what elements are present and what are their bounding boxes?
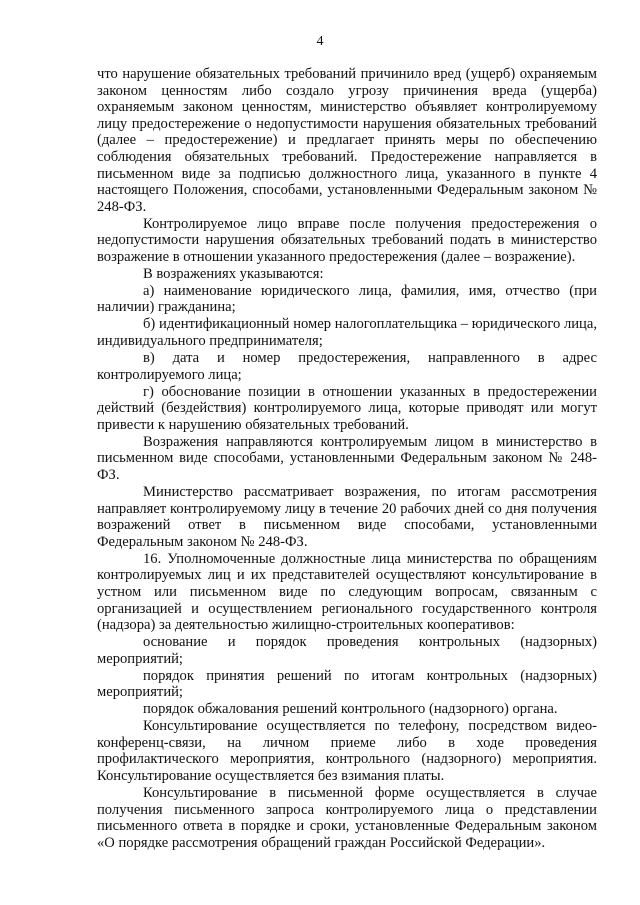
paragraph-section-16: 16. Уполномоченные должностные лица министерства по обращениям контролируемых лиц и их представителей осуществляют консультирование в устном или письменном виде по следующим вопросам, связанным с организацией и осуществлением регионального государственного контроля (надзора) за деятельностью жилищно-строительных кооперативов:: [97, 550, 597, 634]
consult-topic-1: основание и порядок проведения контрольных (надзорных) мероприятий;: [97, 634, 597, 667]
paragraph-ministry-review: Министерство рассматривает возражения, по итогам рассмотрения направляет контролируемому лицу в течение 20 рабочих дней со дня получения возражений ответ в письменном виде способами, установленными Федеральным законом № 248-ФЗ.: [97, 483, 597, 550]
document-body: [97, 66, 597, 852]
consult-topic-3: порядок обжалования решений контрольного (надзорного) органа.: [143, 701, 558, 718]
list-item-a: а) наименование юридического лица, фамилия, имя, отчество (при наличии) гражданина;: [97, 282, 597, 316]
consult-topic-2: порядок принятия решений по итогам контрольных (надзорных) мероприятий;: [97, 667, 597, 701]
paragraph-written-consult: Консультирование в письменной форме осуществляется в случае получения письменного запроса контролируемого лица о представлении письменного ответа в порядке и сроки, установленные Федеральным законом «О порядке рассмотрения обращений граждан Российской Федерации».: [97, 785, 597, 851]
paragraph-consult-methods: Консультирование осуществляется по телефону, посредством видео-конференц-связи, на личном приеме либо в ходе проведения профилактического мероприятия, контрольного (надзорного) мероприятия. Консультирование осуществляется без взимания платы.: [97, 718, 597, 785]
list-item-v: в) дата и номер предостережения, направленного в адрес контролируемого лица;: [97, 350, 597, 383]
list-item-g: г) обоснование позиции в отношении указанных в предостережении действий (бездействия) контролируемого лица, которые приводят или могут привести к нарушению обязательных требований.: [97, 383, 597, 433]
paragraph-objection-contents: В возражениях указываются:: [143, 265, 324, 282]
paragraph-intro-continuation: что нарушение обязательных требований причинило вред (ущерб) охраняемым законом ценностям либо создало угрозу причинения вреда (ущерба) охраняемым законом ценностям, министерство объявляет контролируемому лицу предостережение о недопустимости нарушения обязательных требований (далее – предостережение) и предлагает принять меры по обеспечению соблюдения обязательных требований. Предостережение направляется в письменном виде за подписью должностного лица, указанного в пункте 4 настоящего Положения, способами, установленными Федеральным законом № 248-ФЗ.: [97, 66, 597, 215]
paragraph-objection-delivery: Возражения направляются контролируемым лицом в министерство в письменном виде способами, установленными Федеральным законом № 248-ФЗ.: [97, 433, 597, 483]
paragraph-objection-right: Контролируемое лицо вправе после получения предостережения о недопустимости нарушения обязательных требований подать в министерство возражение в отношении указанного предостережения (далее – возражение).: [97, 215, 597, 265]
list-item-b: б) идентификационный номер налогоплательщика – юридического лица, индивидуального предпринимателя;: [97, 316, 597, 350]
page-number: 4: [316, 34, 324, 49]
